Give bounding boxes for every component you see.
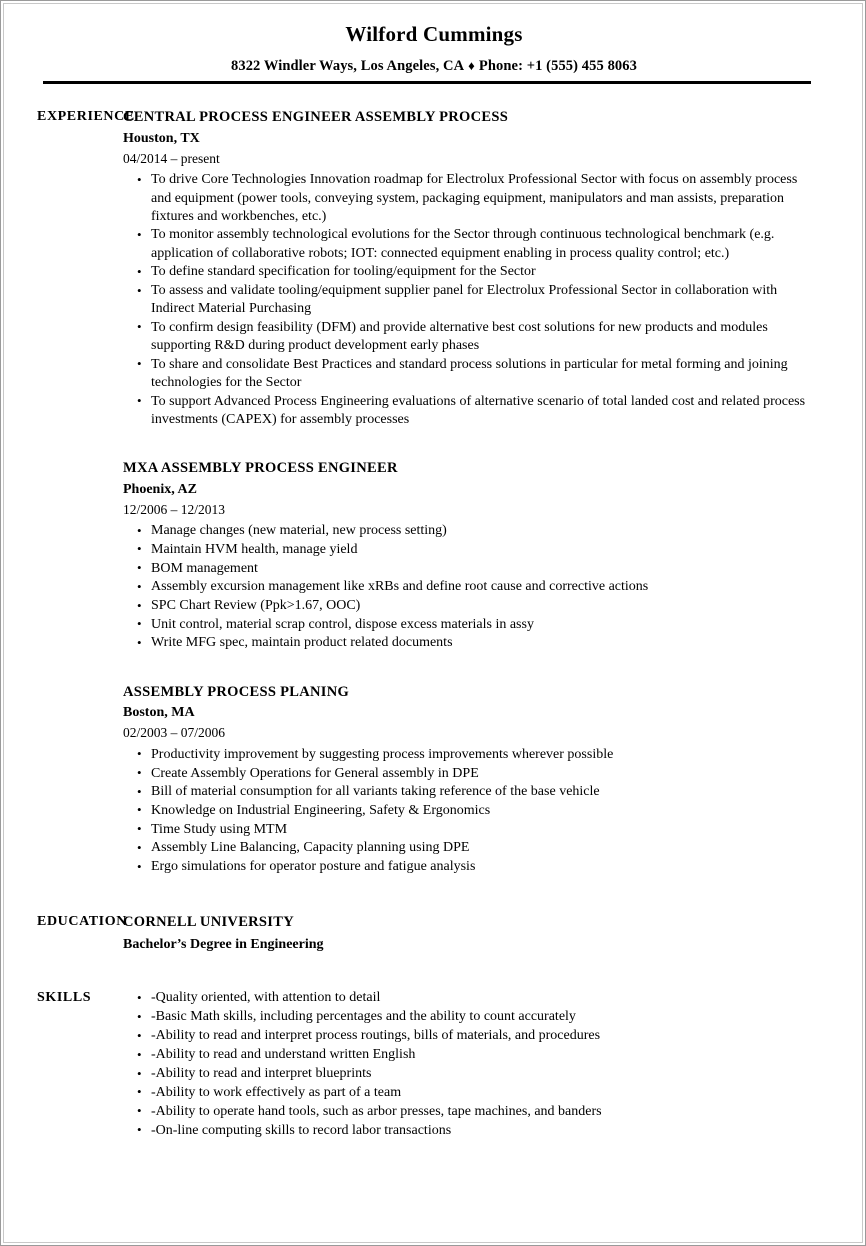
job-bullet: • Time Study using MTM: [123, 821, 816, 839]
skill-item: • -Ability to work effectively as part of a team: [123, 1084, 816, 1102]
job-bullet: • To define standard specification for tooling/equipment for the Sector: [123, 263, 816, 281]
job-entry: [123, 683, 816, 877]
skill-item: • -Ability to read and interpret blueprints: [123, 1065, 816, 1083]
job-bullet: • To share and consolidate Best Practices and standard process solutions in particular for metal forming and joining technologies for the Sector: [123, 356, 816, 392]
skills-section: [1, 989, 866, 1141]
contact-phone: Phone: +1 (555) 455 8063: [478, 58, 637, 75]
job-entry: [123, 459, 816, 653]
job-bullet: • Ergo simulations for operator posture and fatigue analysis: [123, 858, 816, 876]
job-bullet: • To drive Core Technologies Innovation roadmap for Electrolux Professional Sector with focus on assembly process and equipment (power tools, conveying system, packaging equipment, manipulators and man assists, preparation fixtures and workbenches, etc.): [123, 171, 816, 226]
job-title: ASSEMBLY PROCESS PLANING: [123, 683, 350, 700]
skill-item: • -Ability to read and interpret process routings, bills of materials, and procedures: [123, 1027, 816, 1045]
job-dates: 12/2006 – 12/2013: [123, 501, 226, 517]
job-location: Phoenix, AZ: [123, 481, 197, 497]
experience-section: [1, 108, 866, 877]
job-bullet: • SPC Chart Review (Ppk>1.67, OOC): [123, 597, 816, 615]
job-location: Boston, MA: [123, 705, 195, 721]
job-location: Houston, TX: [123, 130, 200, 146]
education-section: [1, 913, 866, 955]
section-label-education: EDUCATION: [37, 913, 127, 929]
contact-line: [1, 58, 866, 75]
skill-item: • -Ability to read and understand written English: [123, 1046, 816, 1064]
candidate-name: Wilford Cummings: [345, 22, 523, 46]
education-body: [123, 913, 866, 955]
job-dates: 04/2014 – present: [123, 150, 220, 166]
job-bullet-list: [123, 746, 816, 876]
skills-body: [123, 989, 866, 1141]
skill-item: • -On-line computing skills to record labor transactions: [123, 1122, 816, 1140]
education-degree: Bachelor’s Degree in Engineering: [123, 937, 324, 953]
header-divider: [43, 81, 811, 84]
job-dates: 02/2003 – 07/2006: [123, 725, 226, 741]
job-title: MXA ASSEMBLY PROCESS ENGINEER: [123, 460, 398, 476]
job-bullet: • Bill of material consumption for all variants taking reference of the base vehicle: [123, 783, 816, 801]
job-bullet: • Create Assembly Operations for General assembly in DPE: [123, 765, 816, 783]
skills-list: [123, 989, 816, 1140]
job-bullet: • Unit control, material scrap control, dispose excess materials in assy: [123, 616, 816, 634]
job-bullet: • BOM management: [123, 560, 816, 578]
job-bullet: • Assembly Line Balancing, Capacity planning using DPE: [123, 839, 816, 857]
job-bullet: • Knowledge on Industrial Engineering, Safety & Ergonomics: [123, 802, 816, 820]
diamond-separator-icon: ♦: [468, 58, 475, 74]
job-bullet: • Productivity improvement by suggesting process improvements wherever possible: [123, 746, 816, 764]
skill-item: • -Basic Math skills, including percentages and the ability to count accurately: [123, 1008, 816, 1026]
job-bullet-list: [123, 522, 816, 652]
skill-item: • -Quality oriented, with attention to detail: [123, 989, 816, 1007]
job-bullet: • Maintain HVM health, manage yield: [123, 541, 816, 559]
job-bullet: • Assembly excursion management like xRBs and define root cause and corrective actions: [123, 578, 816, 596]
job-bullet: • To assess and validate tooling/equipment supplier panel for Electrolux Professional Sector in collaboration with Indirect Material Purchasing: [123, 282, 816, 318]
experience-body: [123, 108, 866, 877]
job-bullet: • Manage changes (new material, new process setting): [123, 522, 816, 540]
job-title: CENTRAL PROCESS ENGINEER ASSEMBLY PROCESS: [123, 109, 509, 126]
education-school: CORNELL UNIVERSITY: [123, 913, 294, 930]
resume-header: [1, 1, 866, 84]
section-label-skills: SKILLS: [37, 990, 92, 1006]
job-bullet-list: [123, 171, 816, 429]
section-label-experience: EXPERIENCE: [37, 109, 135, 125]
job-bullet: • To support Advanced Process Engineering evaluations of alternative scenario of total landed cost and related process investments (CAPEX) for assembly processes: [123, 393, 816, 429]
job-bullet: • Write MFG spec, maintain product related documents: [123, 634, 816, 652]
job-bullet: • To confirm design feasibility (DFM) and provide alternative best cost solutions for new products and modules supporting R&D during product development early phases: [123, 319, 816, 355]
skill-item: • -Ability to operate hand tools, such as arbor presses, tape machines, and banders: [123, 1103, 816, 1121]
resume-content: [1, 1, 866, 1141]
job-bullet: • To monitor assembly technological evolutions for the Sector through continuous technological benchmark (e.g. application of collaborative robots; IOT: connected equipment enabling in process quality control; etc.): [123, 226, 816, 262]
contact-address: 8322 Windler Ways, Los Angeles, CA: [231, 58, 465, 75]
job-entry: [123, 108, 816, 429]
